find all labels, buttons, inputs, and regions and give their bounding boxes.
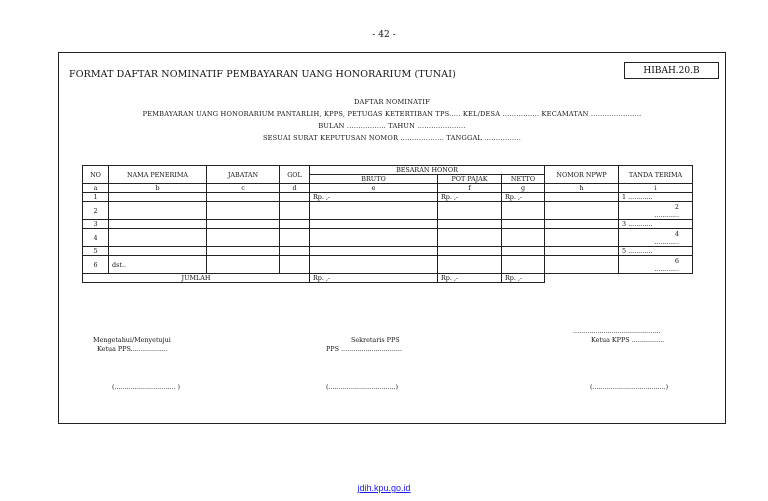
row-netto	[502, 202, 545, 220]
row-jabatan	[207, 220, 280, 229]
row-no: 1	[83, 193, 109, 202]
row-no: 5	[83, 247, 109, 256]
tanda-dots: ............	[654, 210, 679, 219]
table-row	[83, 193, 693, 202]
sig-mid	[326, 336, 402, 354]
row-tanda: 1 ............	[619, 193, 693, 202]
row-netto	[502, 247, 545, 256]
header-line-4: SESUAI SURAT KEPUTUSAN NOMOR ................... TANGGAL ................	[262, 134, 522, 142]
code-cell: d	[280, 184, 310, 193]
col-pajak: POT PAJAK	[438, 175, 502, 184]
row-nama	[109, 247, 207, 256]
tanda-number: 2	[674, 202, 679, 211]
sig-left-title: Mengetahui/Menyetujui	[93, 336, 171, 344]
header-line-1: DAFTAR NOMINATIF	[354, 98, 430, 106]
col-jabatan: JABATAN	[207, 166, 280, 184]
sig-mid-name: (.................................)	[326, 383, 399, 391]
row-nama	[109, 229, 207, 247]
row-netto	[502, 229, 545, 247]
total-empty	[545, 274, 693, 283]
header-row	[83, 166, 693, 175]
row-jabatan	[207, 256, 280, 274]
row-nama	[109, 202, 207, 220]
total-pajak: Rp. ,-	[438, 274, 502, 283]
row-jabatan	[207, 202, 280, 220]
row-no: 4	[83, 229, 109, 247]
row-nama: dst..	[109, 256, 207, 274]
row-tanda	[619, 202, 693, 220]
row-pajak	[438, 229, 502, 247]
form-title: FORMAT DAFTAR NOMINATIF PEMBAYARAN UANG HONORARIUM (TUNAI)	[69, 69, 456, 80]
row-nama	[109, 220, 207, 229]
form-code-box: HIBAH.20.B	[624, 62, 719, 79]
code-cell: f	[438, 184, 502, 193]
tanda-dots: ............	[654, 264, 679, 273]
row-npwp	[545, 202, 619, 220]
row-npwp	[545, 220, 619, 229]
row-bruto	[310, 256, 438, 274]
sig-mid-title: Sekretaris PPS	[351, 336, 400, 344]
table-row	[83, 202, 693, 220]
page-number: - 42 -	[372, 30, 396, 40]
total-netto: Rp. ,-	[502, 274, 545, 283]
row-npwp	[545, 247, 619, 256]
row-tanda	[619, 256, 693, 274]
col-bruto: BRUTO	[310, 175, 438, 184]
row-tanda: 5 ............	[619, 247, 693, 256]
row-no: 2	[83, 202, 109, 220]
tanda-number: 6	[674, 256, 679, 265]
sig-mid-role: PPS ..............................	[326, 345, 402, 353]
sig-right-dots: ...........................................	[573, 327, 661, 335]
footer-link[interactable]: jdih.kpu.go.id	[357, 483, 411, 493]
data-rows	[83, 193, 693, 274]
table-row	[83, 220, 693, 229]
code-cell: c	[207, 184, 280, 193]
sig-right-name: (....................................)	[590, 383, 669, 391]
row-no: 3	[83, 220, 109, 229]
tanda-dots: ............	[654, 237, 679, 246]
row-bruto	[310, 220, 438, 229]
row-pajak	[438, 202, 502, 220]
row-jabatan	[207, 247, 280, 256]
row-bruto	[310, 202, 438, 220]
total-row	[83, 274, 693, 283]
row-bruto	[310, 229, 438, 247]
col-besaran: BESARAN HONOR	[310, 166, 545, 175]
col-tanda: TANDA TERIMA	[619, 166, 693, 184]
row-netto: Rp. ,-	[502, 193, 545, 202]
nominatif-table	[82, 165, 693, 283]
tanda-number: 4	[674, 229, 679, 238]
sig-left-name: (.............................. )	[112, 383, 180, 391]
row-jabatan	[207, 229, 280, 247]
code-row	[83, 184, 693, 193]
table-row	[83, 256, 693, 274]
row-gol	[280, 193, 310, 202]
row-gol	[280, 247, 310, 256]
row-tanda	[619, 229, 693, 247]
row-jabatan	[207, 193, 280, 202]
code-cell: g	[502, 184, 545, 193]
row-netto	[502, 220, 545, 229]
row-gol	[280, 229, 310, 247]
row-pajak: Rp. ,-	[438, 193, 502, 202]
row-npwp	[545, 229, 619, 247]
col-gol: GOL	[280, 166, 310, 184]
code-cell: h	[545, 184, 619, 193]
table-row	[83, 229, 693, 247]
sig-left-role: Ketua PPS..................	[97, 345, 168, 353]
col-npwp: NOMOR NPWP	[545, 166, 619, 184]
row-npwp	[545, 193, 619, 202]
col-netto: NETTO	[502, 175, 545, 184]
sig-right	[573, 327, 664, 345]
col-no: NO	[83, 166, 109, 184]
row-bruto	[310, 247, 438, 256]
total-label: JUMLAH	[83, 274, 310, 283]
sig-left	[93, 336, 171, 354]
row-pajak	[438, 220, 502, 229]
header-line-2: PEMBAYARAN UANG HONORARIUM PANTARLIH, KPPS, PETUGAS KETERTIBAN TPS..... KEL/DESA ................ KECAMATAN ......................	[142, 110, 642, 118]
row-gol	[280, 202, 310, 220]
total-bruto: Rp. ,-	[310, 274, 438, 283]
sig-right-role: Ketua KPPS ................	[591, 336, 665, 344]
row-no: 6	[83, 256, 109, 274]
code-cell: a	[83, 184, 109, 193]
table-row	[83, 247, 693, 256]
row-bruto: Rp. ,-	[310, 193, 438, 202]
row-nama	[109, 193, 207, 202]
row-npwp	[545, 256, 619, 274]
row-pajak	[438, 256, 502, 274]
header-line-3: BULAN ................. TAHUN .....................	[318, 122, 466, 130]
code-cell: i	[619, 184, 693, 193]
row-tanda: 3 ............	[619, 220, 693, 229]
row-pajak	[438, 247, 502, 256]
row-gol	[280, 220, 310, 229]
code-cell: b	[109, 184, 207, 193]
code-cell: e	[310, 184, 438, 193]
col-nama: NAMA PENERIMA	[109, 166, 207, 184]
row-netto	[502, 256, 545, 274]
row-gol	[280, 256, 310, 274]
